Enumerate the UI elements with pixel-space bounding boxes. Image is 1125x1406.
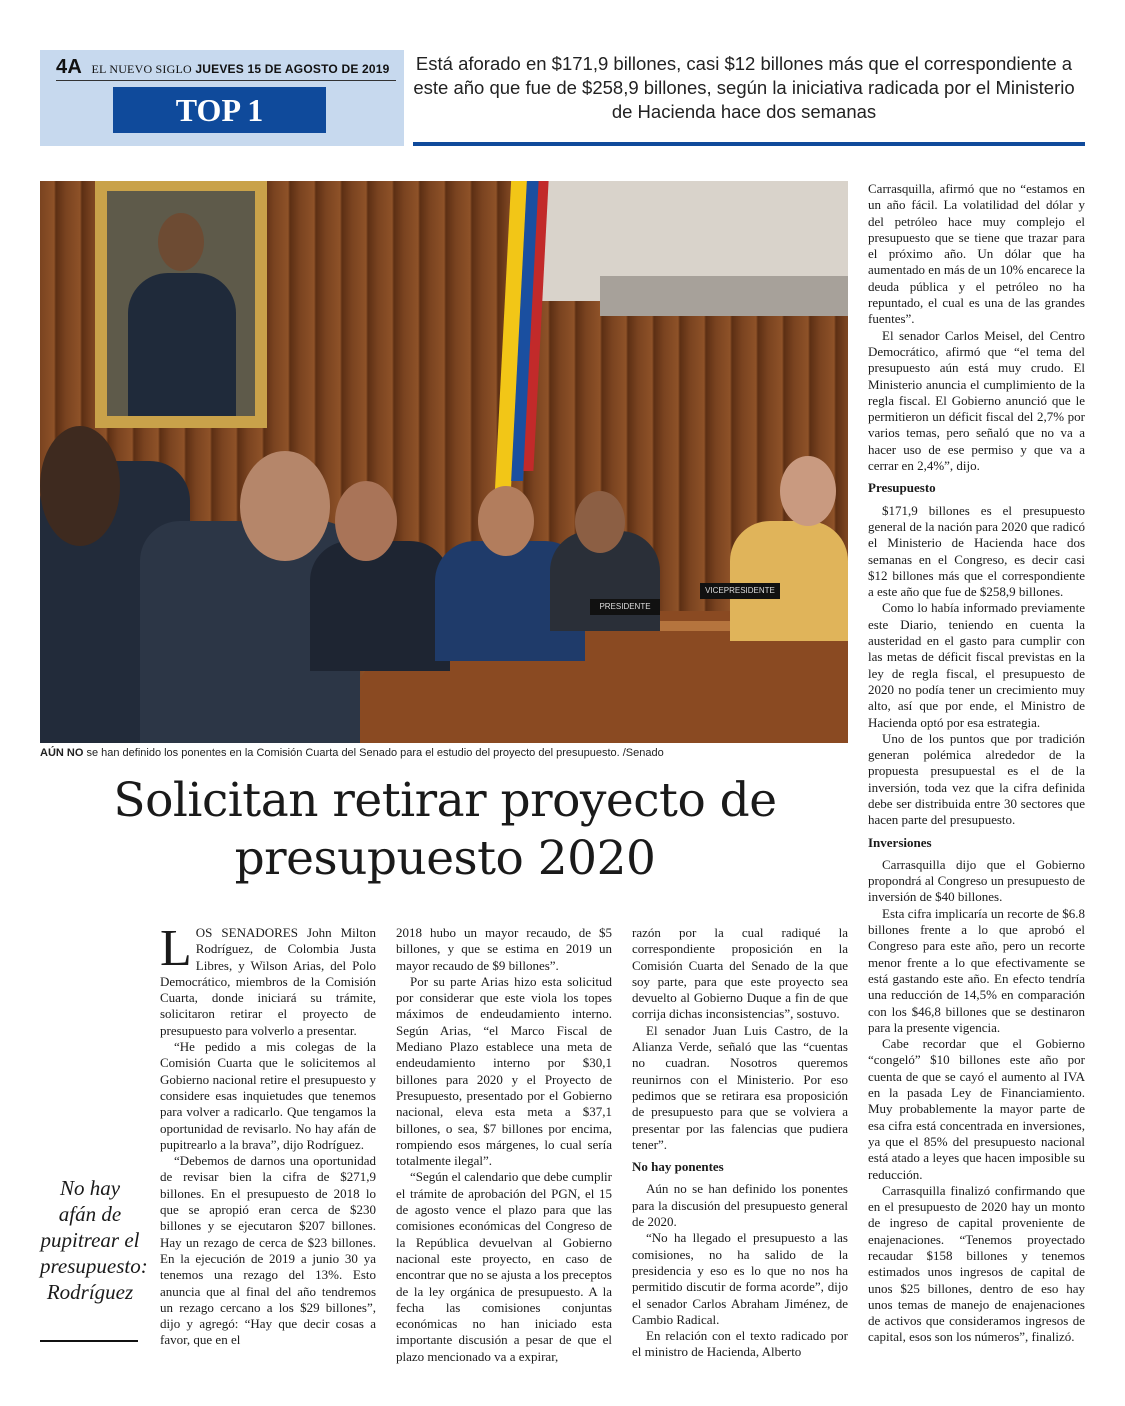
paragraph: “Según el calendario que debe cumplir el trámite de aprobación del PGN, el 15 de agosto vence el plazo para que las comisiones económicas del Congreso de la República devuelvan al Gobierno nacional este proyecto, en caso de encontrar que no se ajusta a los preceptos de la ley orgánica de presupuesto. A la fecha las comisiones conjuntas económicas no han iniciado esta importante discusión a pesar de que el plazo mencionado va a expirar, <box>396 1169 612 1364</box>
paragraph: El senador Juan Luis Castro, de la Alianza Verde, señaló que las “cuentas no cuadran. Nosotros queremos reunirnos con el Ministerio. Por eso pedimos que se retirara esa proposición de presupuesto para que se volviera a presentar por las falencias que pudiera tener”. <box>632 1022 848 1152</box>
paragraph: “No ha llegado el presupuesto a las comisiones, no ha salido de la presidencia y eso es lo que no nos ha permitido discutir de forma acorde”, dijo el senador Carlos Abraham Jiménez, de Cambio Radical. <box>632 1230 848 1327</box>
paragraph: Carrasquilla finalizó confirmando que en el presupuesto de 2020 hay un monto de ingreso de capital proveniente de enajenaciones. “Tenemos proyectado recaudar $158 billones y tenemos estimados unos ingresos de capital de unos $25 billones, dentro de eso hay unos temas de manejo de enajenaciones de activos que consideramos ingresos de capital, esos son los números”, finalizó. <box>868 1182 1085 1345</box>
paragraph: Uno de los puntos que por tradición generan polémica alrededor de la propuesta presupuestal es el de la inversión, toda vez que la cifra definida debe ser distribuida entre 30 sectores que hacen parte del presupuesto. <box>868 730 1085 828</box>
article-column-1 <box>160 920 376 1349</box>
article-column-2 <box>396 925 612 1365</box>
ceiling-beam <box>600 276 848 316</box>
article-headline: Solicitan retirar proyecto de presupuesto 2020 <box>113 773 777 886</box>
paragraph: razón por la cual radiqué la correspondiente proposición en la Comisión Cuarta del Senado de la que soy parte, para que este proyecto sea devuelto al Gobierno Duque a fin de que corrija dichas inconsistencias”, sostuvo. <box>632 925 848 1022</box>
subheadline: Está aforado en $171,9 billones, casi $12 billones más que el correspondiente a este año que fue de $258,9 billones, según la iniciativa radicada por el Ministerio de Hacienda hace dos semanas <box>413 53 1075 122</box>
page-meta <box>56 56 390 79</box>
article-column-3 <box>632 925 848 1361</box>
senator-figure <box>310 541 450 671</box>
page-number: 4A <box>56 56 82 78</box>
article-column-4 <box>868 181 1085 1346</box>
paragraph: El senador Carlos Meisel, del Centro Democrático, afirmó que “el tema del presupuesto aún está muy crudo. El Ministerio anuncia el cumplimiento de la regla fiscal. El Gobierno anunció que le permitieron un déficit fiscal del 2,7% por varios temas, pero señaló que no va a hacer uso de ese permiso y que va a cerrar en 2,4%”, dijo. <box>868 327 1085 474</box>
paragraph: En relación con el texto radicado por el ministro de Hacienda, Alberto <box>632 1328 848 1360</box>
paragraph: $171,9 billones es el presupuesto general de la nación para 2020 que radicó el Ministerio de Hacienda hace dos semanas en el Congreso, es decir casi $12 billones más que el correspondiente a este año que fue de $258,9 billones. <box>868 502 1085 600</box>
senator-figure <box>730 521 848 641</box>
paragraph: Cabe recordar que el Gobierno “congeló” $10 billones este año por cuenta de que se cayó el aumento al IVA en la pasada Ley de Financiamiento. Muy probablemente la mayor parte de esa cifra está concentrada en inversiones, ya que el 85% del presupuesto nacional está atado a leyes que hacen imposible su reducción. <box>868 1036 1085 1182</box>
photo-caption <box>40 747 850 759</box>
lead-in: OS SENADORES <box>195 925 298 940</box>
header-rule <box>56 80 396 81</box>
paragraph: Por su parte Arias hizo esta solicitud por considerar que este viola los topes máximos de endeudamiento interno. Según Arias, “el Marco Fiscal de Mediano Plazo establece una meta de endeudamiento interno por $30,1 billones para 2020 y el Proyecto de Presupuesto, presentado por el Gobierno nacional, eleva esta meta a $37,1 billones, o sea, $7 billones por encima, rompiendo esos márgenes, lo cual sería totalmente ilegal”. <box>396 973 612 1169</box>
paragraph: Carrasquilla, afirmó que no “estamos en un año fácil. La volatilidad del dólar y del petróleo hace muy complejo el presupuesto que se tiene que trazar para el próximo año. Un dólar que ha aumentado en más de un 10% encarece la deuda pública y el petróleo no ha repuntado, el cual es una de las grandes fuentes”. <box>868 181 1085 327</box>
senator-head <box>335 481 397 561</box>
caption-text: se han definido los ponentes en la Comisión Cuarta del Senado para el estudio del proyecto del presupuesto. /Senado <box>83 747 664 759</box>
paragraph: Como lo había informado previamente este Diario, teniendo en cuenta la austeridad en el gasto para cumplir con las metas de déficit fiscal previstas en la ley de regla fiscal, el presupuesto de 2020 no podía tener un crecimiento muy alto, así que por ende, el Ministro de Hacienda optó por esa estrategia. <box>868 600 1085 730</box>
senator-head <box>780 456 836 526</box>
senator-head <box>478 486 534 556</box>
paragraph: Esta cifra implicaría un recorte de $6.8 billones frente a lo que aprobó el Congreso para este año, pero un recorte menor frente a lo que efectivamente se está gastando este año. En efecto tendría una reducción de 14,5% en comparación con los $46,8 billones que se destinaron para la presente vigencia. <box>868 905 1085 1035</box>
pull-quote: No hay afán de pupitrear el presupuesto: Rodríguez <box>40 1176 148 1304</box>
drop-cap: L <box>160 920 192 977</box>
section-label: TOP 1 <box>113 87 326 133</box>
nameplate-vicepresidente: VICEPRESIDENTE <box>700 583 780 599</box>
subheading: No hay ponentes <box>632 1159 724 1175</box>
paragraph: 2018 hubo un mayor recaudo, de $5 billones, y que se estima en 2019 un mayor recaudo de $9 billones”. <box>396 925 612 973</box>
newspaper-name: EL NUEVO SIGLO <box>91 62 192 76</box>
senator-head <box>240 451 330 561</box>
senator-head <box>575 491 625 553</box>
paragraph-text: John Milton Rodríguez, de Colombia Justa Libres, y Wilson Arias, del Polo Democrático, miembros de la Comisión Cuarta, donde iniciará su trámite, solicitaron retirar el proyecto de presupuesto para volverlo a presentar. <box>160 925 376 1038</box>
portrait-head <box>158 213 204 271</box>
subheadline-rule <box>413 142 1085 146</box>
caption-lead: AÚN NO <box>40 747 84 759</box>
paragraph: Carrasquilla dijo que el Gobierno propondrá al Congreso un presupuesto de inversión de $40 billones. <box>868 856 1085 905</box>
senator-head <box>40 426 120 546</box>
nameplate-presidente: PRESIDENTE <box>590 599 660 615</box>
portrait-figure <box>128 273 236 416</box>
paragraph <box>160 920 376 1039</box>
subheading: Presupuesto <box>868 480 936 496</box>
issue-date: JUEVES 15 DE AGOSTO DE 2019 <box>195 62 390 76</box>
paragraph: “He pedido a mis colegas de la Comisión Cuarta que le solicitemos al Gobierno nacional retire el presupuesto y considere esas inquietudes que tenemos para volver a radicarlo. Que tengamos la oportunidad de revisarlo. No hay afán de pupitrearlo a la brava”, dijo Rodríguez. <box>160 1039 376 1152</box>
senate-photo <box>40 181 848 743</box>
paragraph: Aún no se han definido los ponentes para la discusión del presupuesto general de 2020. <box>632 1181 848 1230</box>
pull-quote-rule <box>40 1340 138 1342</box>
subheading: Inversiones <box>868 834 932 850</box>
paragraph: “Debemos de darnos una oportunidad de revisar bien la cifra de $271,9 billones. En el presupuesto de 2018 lo que se apropió eran cerca de $230 billones y se ejecutaron $207 billones. Hay un rezago de cerca de $23 billones. En la ejecución de 2019 a junio 30 ya tenemos una rezago del 13%. Esto anuncia que al final del año tendremos un rezago cercano a los $29 billones”, dijo y agregó: “Hay que decir cosas a favor, que en el <box>160 1153 376 1348</box>
